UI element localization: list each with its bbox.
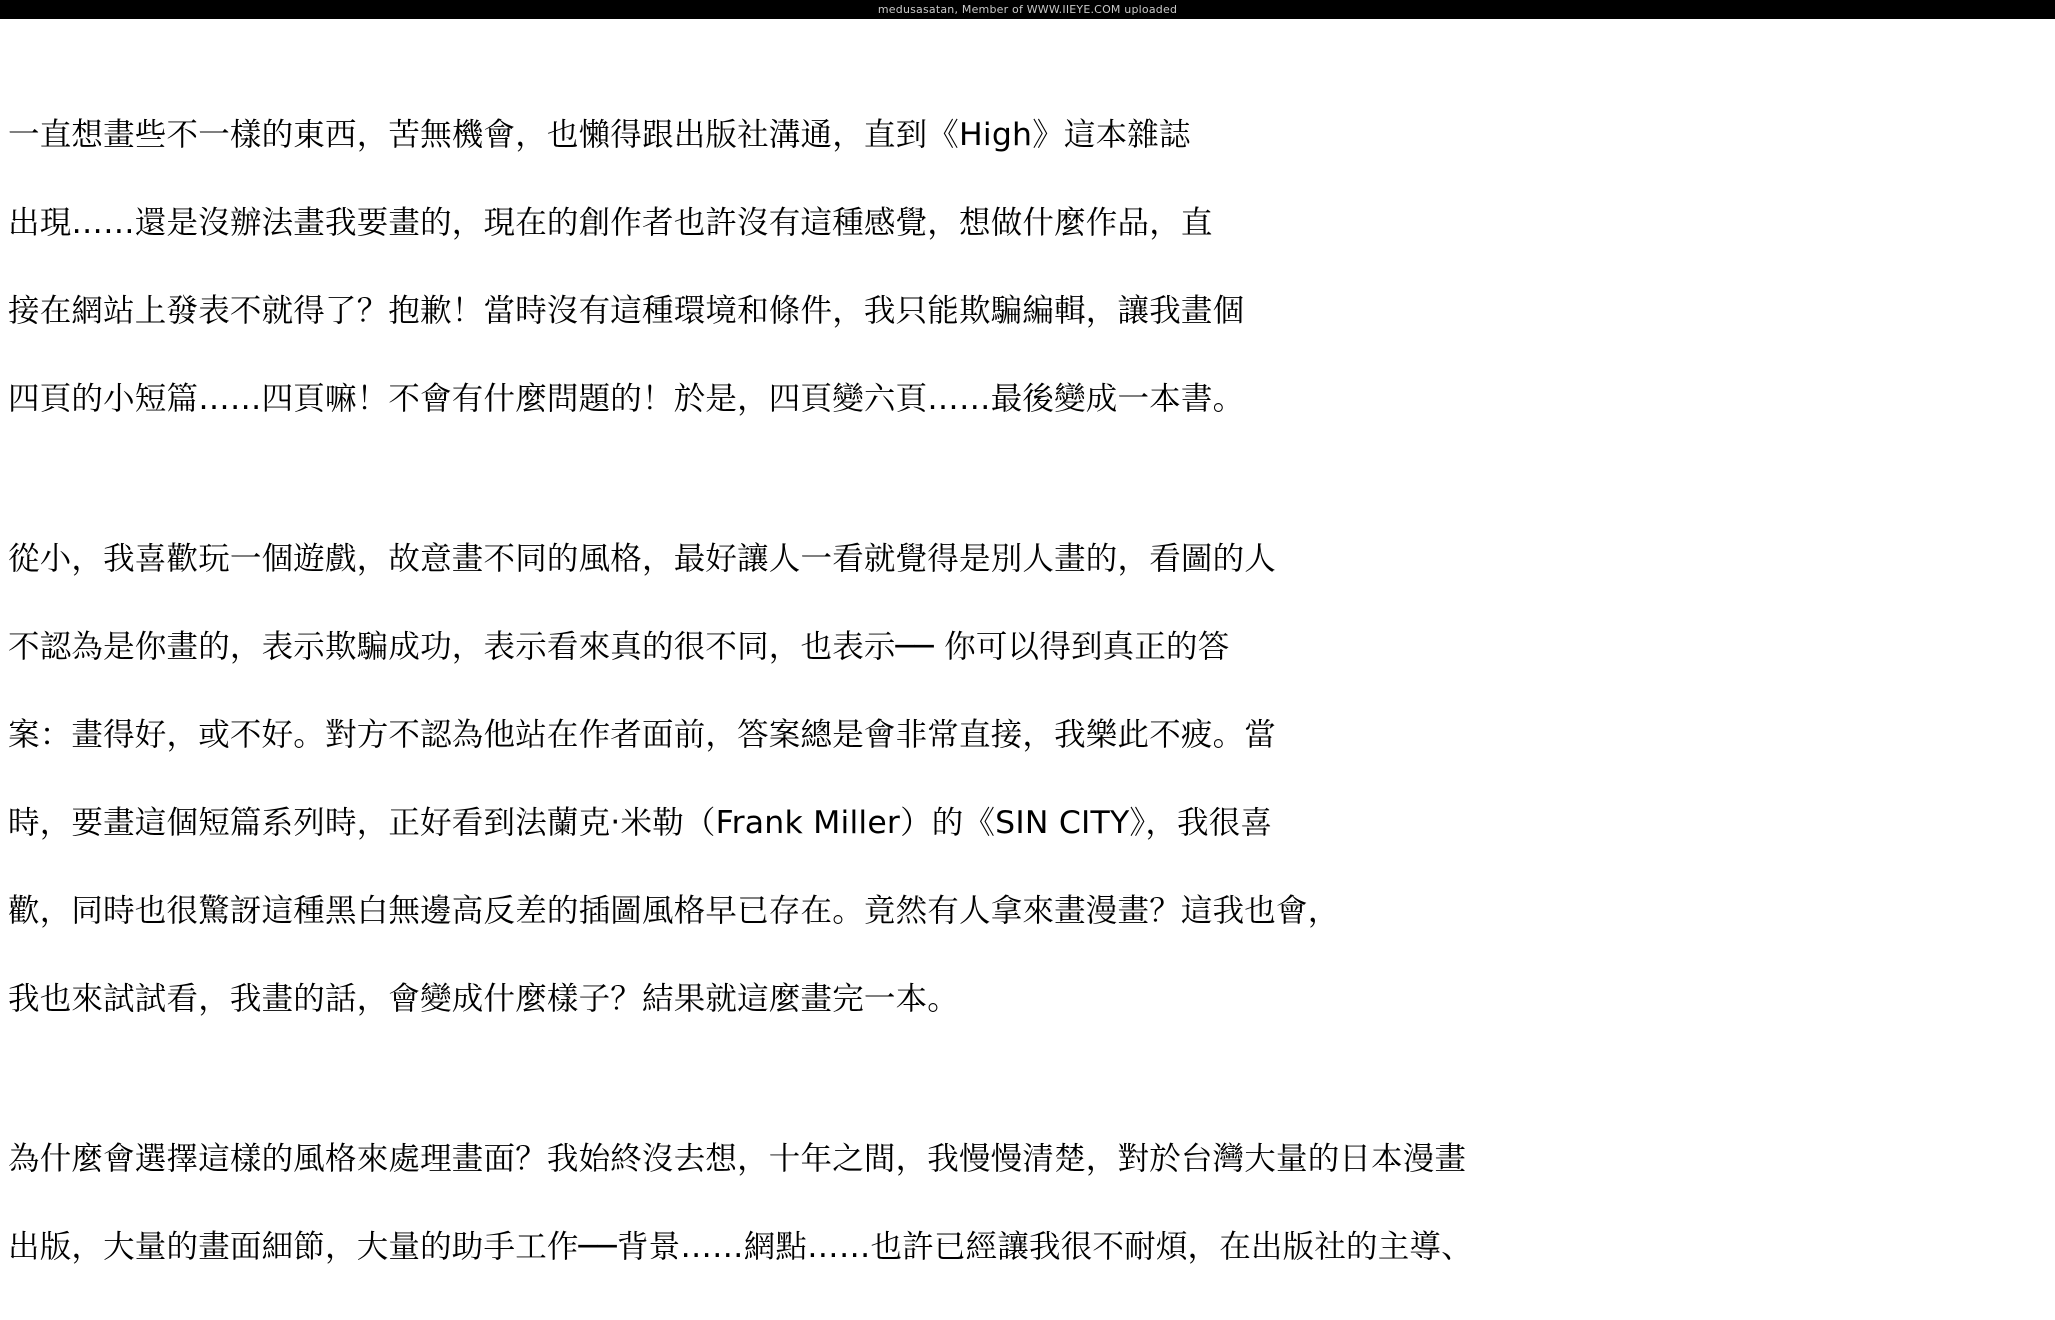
watermark-text: medusasatan, Member of WWW.IIEYE.COM uploaded	[877, 3, 1178, 16]
text-line: 接在網站上發表不就得了？抱歉！當時沒有這種環境和條件，我只能欺騙編輯，讓我畫個	[8, 293, 1245, 329]
text-line: 出版，大量的畫面細節，大量的助手工作──背景……網點……也許已經讓我很不耐煩，在出版社的主導、	[8, 1229, 1473, 1265]
paragraph	[8, 515, 2048, 1043]
text-line: 出現……還是沒辦法畫我要畫的，現在的創作者也許沒有這種感覺，想做什麼作品，直	[8, 205, 1213, 241]
text-line: 從小，我喜歡玩一個遊戲，故意畫不同的風格，最好讓人一看就覺得是別人畫的，看圖的人	[8, 541, 1277, 577]
text-line: 歡，同時也很驚訝這種黑白無邊高反差的插圖風格早已存在。竟然有人拿來畫漫畫？這我也會，	[8, 893, 1340, 929]
paragraph	[8, 91, 2048, 443]
text-line: 為什麼會選擇這樣的風格來處理畫面？我始終沒去想，十年之間，我慢慢清楚，對於台灣大量的日本漫畫	[8, 1141, 1467, 1177]
text-line: 一直想畫些不一樣的東西，苦無機會，也懶得跟出版社溝通，直到《High》這本雜誌	[8, 117, 1191, 153]
watermark-banner	[0, 0, 2055, 19]
paragraph	[8, 1115, 2048, 1291]
text-line: 案：畫得好，或不好。對方不認為他站在作者面前，答案總是會非常直接，我樂此不疲。當	[8, 717, 1277, 753]
text-line: 我也來試試看，我畫的話，會變成什麼樣子？結果就這麼畫完一本。	[8, 981, 960, 1017]
document-text-body	[8, 91, 2048, 1291]
text-line: 不認為是你畫的，表示欺騙成功，表示看來真的很不同，也表示── 你可以得到真正的答	[8, 629, 1230, 665]
text-line: 時，要畫這個短篇系列時，正好看到法蘭克‧米勒（Frank Miller）的《SIN CITY》，我很喜	[8, 805, 1273, 841]
document-page	[0, 19, 2055, 1320]
text-line: 四頁的小短篇……四頁嘛！不會有什麼問題的！於是，四頁變六頁……最後變成一本書。	[8, 381, 1245, 417]
